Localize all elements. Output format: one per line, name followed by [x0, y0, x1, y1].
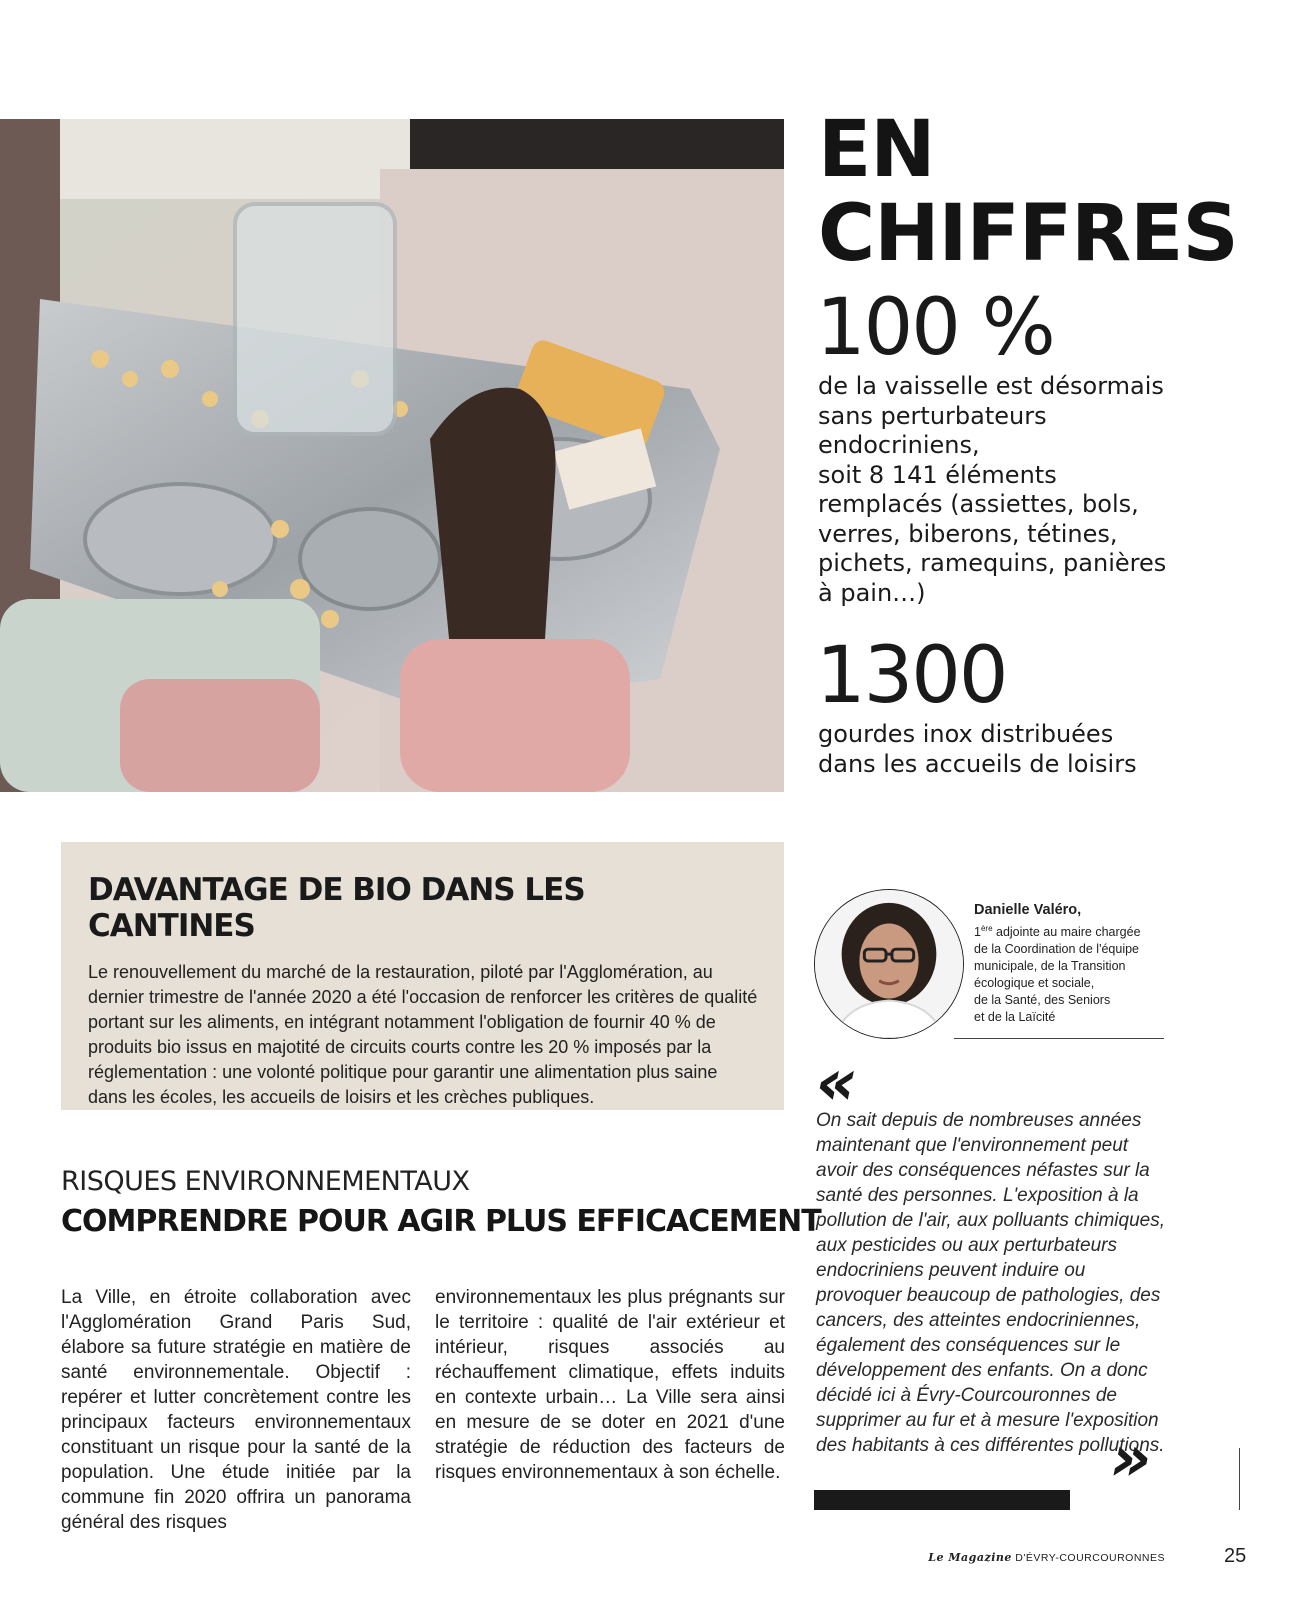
stat-vaisselle: [816, 283, 1178, 608]
interview-caption: [974, 901, 1164, 1026]
stat-line: pichets, ramequins, panières: [818, 549, 1167, 577]
quote-open-mark: «: [808, 1046, 866, 1120]
bio-text: Le renouvellement du marché de la restauration, piloté par l'Agglomération, au dernier trimestre de l'année 2020 a été l'occasion de renforcer les critères de qualité portant sur les aliments, en intégrant notamment l'obligation de fournir 40 % de produits bio issus en majotité de circuits courts contre les 20 % imposés par la réglementation : une volonté politique pour garantir une alimentation plus saine dans les écoles, les accueils de loisirs et les crèches publiques.: [88, 962, 758, 1107]
risques-title: COMPRENDRE POUR AGIR PLUS EFFICACEMENT: [61, 1204, 821, 1239]
footer-city: D'ÉVRY-COURCOURONNES: [1011, 1552, 1165, 1564]
role-line: et de la Laïcité: [974, 1010, 1056, 1025]
bio-box: [61, 842, 784, 1110]
quote-text: On sait depuis de nombreuses années maintenant que l'environnement peut avoir des conséquences néfastes sur la santé des personnes. L'exposition à la pollution de l'air, aux polluants chimiques, aux pesticides ou aux perturbateurs endocriniens peuvent induire ou provoquer beaucoup de pathologies, des cancers, des atteintes endocriniennes, également des conséquences sur le développement des enfants. On a donc décidé ici à Évry-Courcouronnes de supprimer au fur et à mesure l'exposition des habitants à ces différentes pollutions.: [816, 1110, 1166, 1456]
page-number: 25: [1224, 1545, 1247, 1567]
caption-divider: [954, 1038, 1164, 1039]
cantine-photo: [0, 119, 784, 792]
footer-brand: Le Magazine: [928, 1551, 1012, 1564]
portrait-photo: [814, 889, 964, 1039]
cantine-photo-illustration: [0, 119, 784, 792]
role-line: écologique et sociale,: [974, 976, 1095, 991]
role-line: adjointe au maire chargée: [992, 925, 1141, 940]
en-chiffres-line2: CHIFFRES: [818, 189, 1238, 279]
en-chiffres-line1: EN: [818, 105, 935, 195]
risques-kicker: RISQUES ENVIRONNEMENTAUX: [61, 1166, 470, 1197]
role-line: de la Coordination de l'équipe: [974, 942, 1140, 957]
portrait-illustration: [815, 890, 963, 1038]
stat-line: gourdes inox distribuées: [818, 720, 1114, 748]
stat-line: soit 8 141 éléments: [818, 460, 1057, 489]
interviewee-role-first: [974, 920, 1164, 941]
stat-line: endocriniens,: [818, 431, 980, 459]
interviewee-name: Danielle Valéro,: [974, 902, 1082, 918]
stat-line: à pain…): [818, 578, 926, 607]
stat-line: remplacés (assiettes, bols,: [818, 490, 1139, 518]
role-ordinal-sup: ère: [980, 924, 993, 933]
role-line: municipale, de la Transition: [974, 959, 1126, 974]
role-ordinal: 1: [974, 925, 981, 940]
risques-column-2: environnementaux les plus prégnants sur le territoire : qualité de l'air extérieur et intérieur, risques associés au réchauffement climatique, effets induits en contexte urbain… La Ville sera ainsi en mesure de se doter en 2021 d'une stratégie de réduction des facteurs de risques environnementaux à son échelle.: [435, 1287, 785, 1483]
decorative-bar: [814, 1490, 1070, 1510]
risques-heading: [61, 1165, 821, 1241]
stat-gourdes-text: [818, 720, 1178, 779]
stat-gourdes-number: 1300: [816, 631, 1007, 721]
en-chiffres-title: [818, 105, 1238, 279]
risques-column-1: La Ville, en étroite collaboration avec l'Agglomération Grand Paris Sud, élabore sa future stratégie en matière de santé environnementale. Objectif : repérer et lutter concrètement contre les principaux facteurs environnementaux constituant un risque pour la santé de la population. Une étude initiée par la commune fin 2020 offrira un panorama général des risques: [61, 1287, 411, 1533]
role-line: de la Santé, des Seniors: [974, 993, 1111, 1008]
quote-close-mark: »: [1103, 1422, 1161, 1496]
stat-line: verres, biberons, tétines,: [818, 519, 1118, 548]
bio-title: DAVANTAGE DE BIO DANS LES CANTINES: [88, 872, 585, 944]
stat-line: dans les accueils de loisirs: [818, 749, 1137, 778]
stat-vaisselle-text: [818, 372, 1178, 608]
vertical-divider: [1239, 1448, 1240, 1510]
stat-line: sans perturbateurs: [818, 401, 1047, 430]
stat-gourdes: [816, 631, 1178, 779]
stat-vaisselle-number: 100 %: [816, 283, 1054, 373]
footer-magazine: [928, 1551, 1165, 1564]
stat-line: de la vaisselle est désormais: [818, 372, 1164, 400]
